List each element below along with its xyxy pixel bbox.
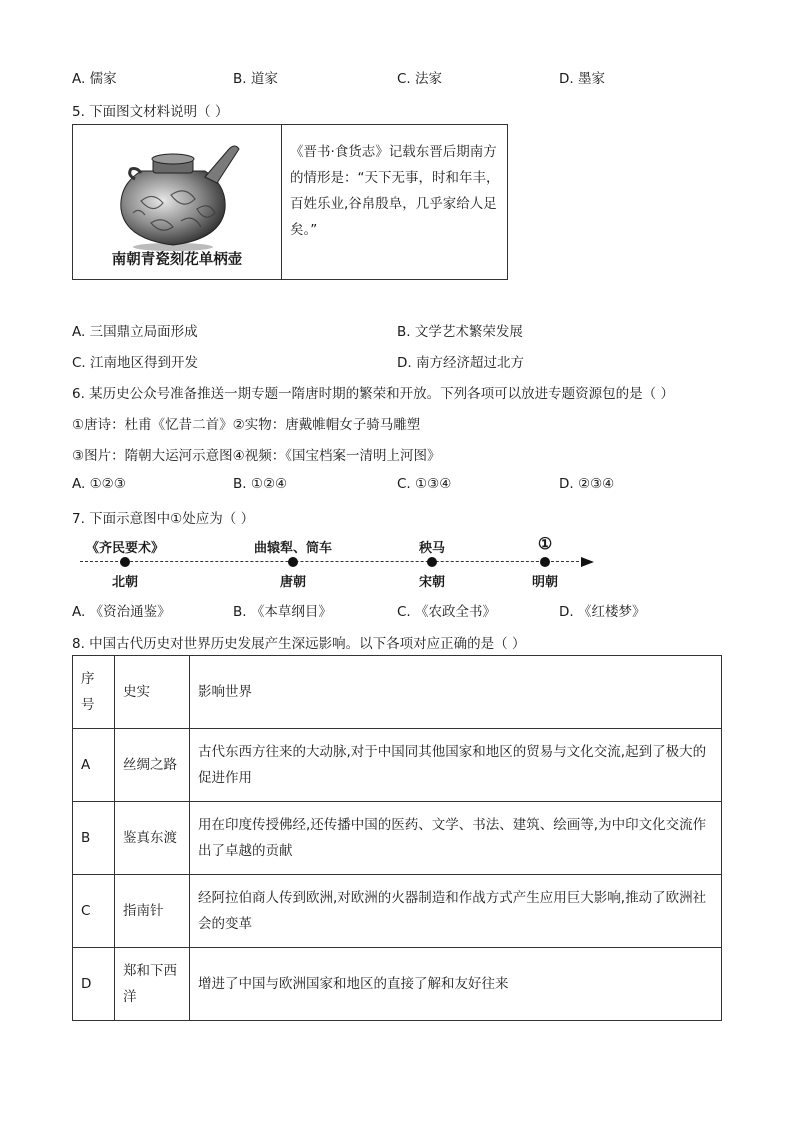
q4-option-a: A. 儒家 bbox=[72, 71, 117, 87]
celadon-ewer-image bbox=[101, 135, 251, 253]
row-impact: 古代东西方往来的大动脉,对于中国同其他国家和地区的贸易与文化交流,起到了极大的促进作用 bbox=[190, 729, 722, 802]
row-impact: 用在印度传授佛经,还传播中国的医药、文学、书法、建筑、绘画等,为中印文化交流作出了卓越的贡献 bbox=[190, 802, 722, 875]
timeline-bottom-1: 北朝 bbox=[111, 575, 139, 590]
q6-option-b: B. ①②④ bbox=[233, 476, 288, 492]
row-index: B bbox=[73, 802, 115, 875]
row-index: A bbox=[73, 729, 115, 802]
row-index: C bbox=[73, 875, 115, 948]
row-fact: 郑和下西洋 bbox=[115, 948, 190, 1021]
header-index: 序号 bbox=[73, 656, 115, 729]
row-fact: 指南针 bbox=[115, 875, 190, 948]
q5-quote-text: 《晋书·食货志》记载东晋后期南方的情形是：“天下无事，时和年丰，百姓乐业,谷帛殷阜，几乎家给人足矣。” bbox=[290, 144, 500, 238]
q5-box-divider bbox=[281, 125, 282, 279]
table-row bbox=[73, 802, 722, 875]
row-impact: 增进了中国与欧洲国家和地区的直接了解和友好往来 bbox=[190, 948, 722, 1021]
q5-option-c: C. 江南地区得到开发 bbox=[72, 355, 199, 371]
q8-stem: 8. 中国古代历史对世界历史发展产生深远影响。以下各项对应正确的是（ ） bbox=[72, 636, 526, 652]
q8-table bbox=[72, 655, 722, 1021]
q5-material-box bbox=[72, 124, 508, 280]
header-fact: 史实 bbox=[115, 656, 190, 729]
timeline-dot-3 bbox=[427, 557, 437, 567]
q5-option-d: D. 南方经济超过北方 bbox=[397, 355, 524, 371]
q5-image-caption: 南朝青瓷刻花单柄壶 bbox=[111, 251, 243, 268]
q6-line-2: ③图片：隋朝大运河示意图④视频：《国宝档案一清明上河图》 bbox=[72, 448, 441, 464]
timeline-dot-2 bbox=[288, 557, 298, 567]
row-impact: 经阿拉伯商人传到欧洲,对欧洲的火器制造和作战方式产生应用巨大影响,推动了欧洲社会的变革 bbox=[190, 875, 722, 948]
header-impact: 影响世界 bbox=[190, 656, 722, 729]
timeline-axis bbox=[80, 561, 584, 562]
q5-stem: 5. 下面图文材料说明（ ） bbox=[72, 104, 229, 120]
table-row bbox=[73, 875, 722, 948]
q7-option-b: B. 《本草纲目》 bbox=[233, 604, 332, 620]
timeline-arrow-icon bbox=[581, 556, 595, 568]
q6-option-c: C. ①③④ bbox=[397, 476, 452, 492]
q5-option-b: B. 文学艺术繁荣发展 bbox=[397, 324, 523, 340]
row-fact: 丝绸之路 bbox=[115, 729, 190, 802]
table-row bbox=[73, 948, 722, 1021]
q7-timeline bbox=[72, 534, 612, 594]
timeline-top-4: ① bbox=[537, 534, 553, 553]
q4-option-c: C. 法家 bbox=[397, 71, 443, 87]
timeline-bottom-2: 唐朝 bbox=[279, 575, 307, 590]
timeline-top-1: 《齐民要术》 bbox=[85, 541, 165, 556]
q7-option-d: D. 《红楼梦》 bbox=[559, 604, 646, 620]
q7-stem: 7. 下面示意图中①处应为（ ） bbox=[72, 511, 255, 527]
q6-option-a: A. ①②③ bbox=[72, 476, 126, 492]
timeline-dot-4 bbox=[540, 557, 550, 567]
q7-option-c: C. 《农政全书》 bbox=[397, 604, 497, 620]
row-index: D bbox=[73, 948, 115, 1021]
timeline-top-2: 曲辕犁、筒车 bbox=[253, 541, 333, 556]
timeline-bottom-3: 宋朝 bbox=[418, 575, 446, 590]
q4-option-d: D. 墨家 bbox=[559, 71, 605, 87]
timeline-bottom-4: 明朝 bbox=[531, 575, 559, 590]
q6-stem: 6. 某历史公众号准备推送一期专题一隋唐时期的繁荣和开放。下列各项可以放进专题资源包的是（ ） bbox=[72, 386, 674, 402]
timeline-dot-1 bbox=[120, 557, 130, 567]
q4-option-b: B. 道家 bbox=[233, 71, 278, 87]
q6-option-d: D. ②③④ bbox=[559, 476, 615, 492]
row-fact: 鉴真东渡 bbox=[115, 802, 190, 875]
timeline-top-3: 秧马 bbox=[418, 541, 446, 556]
table-row bbox=[73, 729, 722, 802]
q7-option-a: A. 《资治通鉴》 bbox=[72, 604, 171, 620]
q6-line-1: ①唐诗：杜甫《忆昔二首》②实物：唐戴帷帽女子骑马雕塑 bbox=[72, 417, 421, 433]
table-header-row bbox=[73, 656, 722, 729]
q5-option-a: A. 三国鼎立局面形成 bbox=[72, 324, 198, 340]
